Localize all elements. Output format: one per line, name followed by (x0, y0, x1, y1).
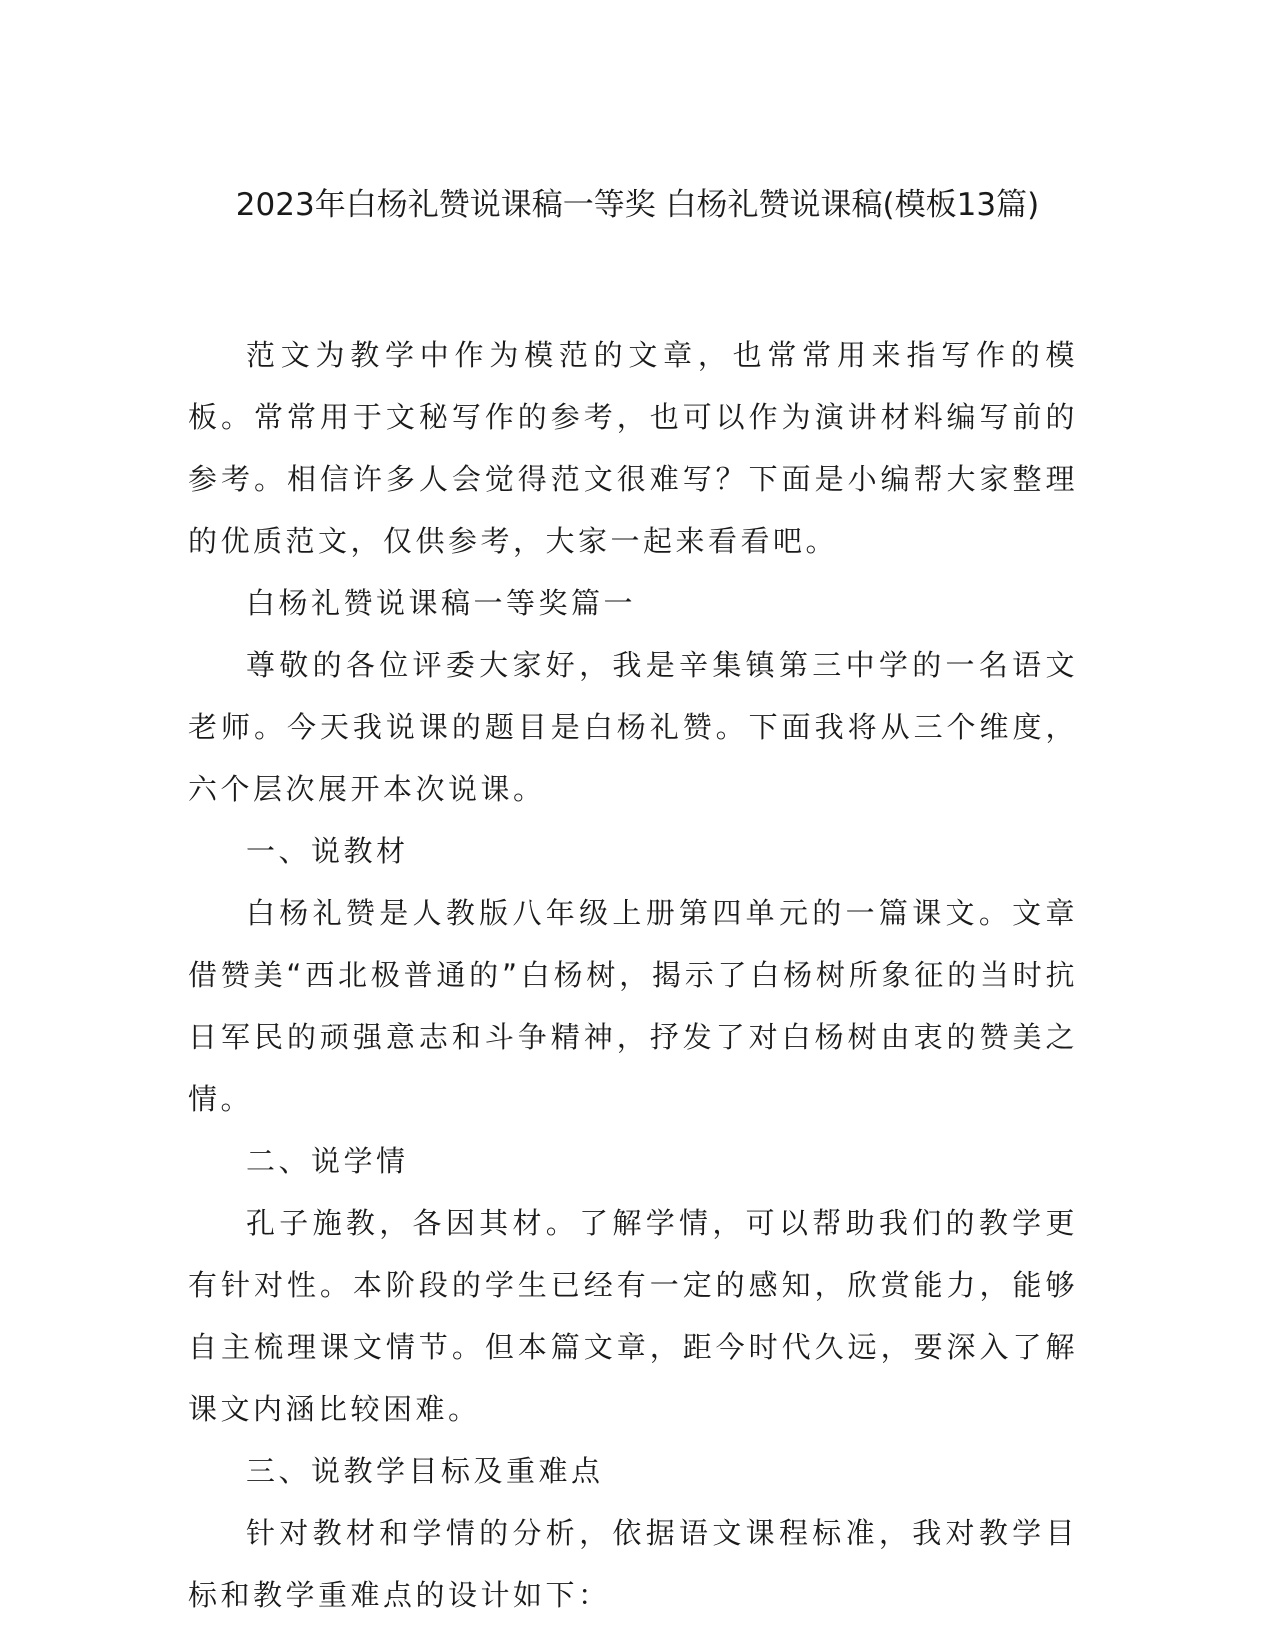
section-heading-part-one: 白杨礼赞说课稿一等奖篇一 (246, 586, 637, 620)
greeting-paragraph: 尊敬的各位评委大家好，我是辛集镇第三中学的一名语文老师。今天我说课的题目是白杨礼赞。下面我将从三个维度，六个层次展开本次说课。 (188, 648, 1078, 806)
students-paragraph: 孔子施教，各因其材。了解学情，可以帮助我们的教学更有针对性。本阶段的学生已经有一定的感知，欣赏能力，能够自主梳理课文情节。但本篇文章，距今时代久远，要深入了解课文内涵比较困难。 (188, 1206, 1078, 1426)
textbook-paragraph: 白杨礼赞是人教版八年级上册第四单元的一篇课文。文章借赞美“西北极普通的”白杨树，揭示了白杨树所象征的当时抗日军民的顽强意志和斗争精神，抒发了对白杨树由衷的赞美之情。 (188, 896, 1078, 1116)
heading-textbook: 一、说教材 (246, 834, 409, 868)
document-title: 2023年白杨礼赞说课稿一等奖 白杨礼赞说课稿(模板13篇) (235, 187, 1040, 223)
intro-paragraph: 范文为教学中作为模范的文章，也常常用来指写作的模板。常常用于文秘写作的参考，也可以作为演讲材料编写前的参考。相信许多人会觉得范文很难写？下面是小编帮大家整理的优质范文，仅供参考，大家一起来看看吧。 (188, 338, 1078, 558)
document-body (188, 324, 1078, 1626)
objectives-paragraph: 针对教材和学情的分析，依据语文课程标准，我对教学目标和教学重难点的设计如下： (188, 1516, 1078, 1612)
heading-objectives: 三、说教学目标及重难点 (246, 1454, 604, 1488)
heading-students: 二、说学情 (246, 1144, 409, 1178)
